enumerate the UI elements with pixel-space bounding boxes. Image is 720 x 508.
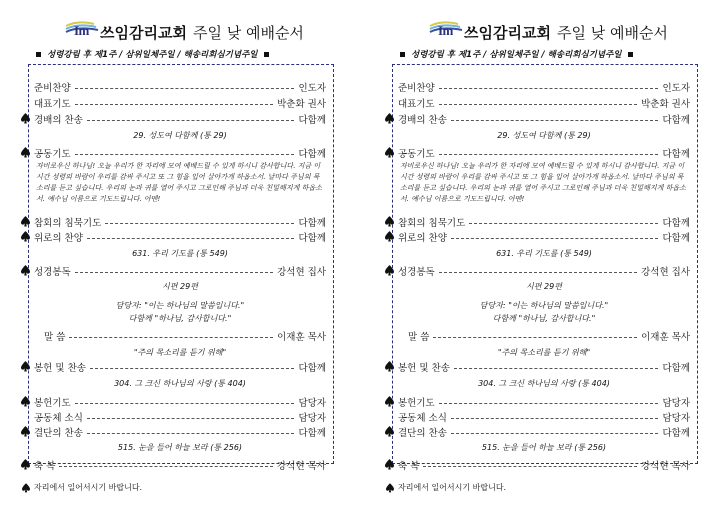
order-item: 공동기도 다함께: [398, 146, 690, 160]
hymn-line: 29. 성도여 다함께 (통 29): [497, 131, 591, 140]
order-item: 공동체 소식 담당자: [398, 413, 690, 424]
hymn-line: 515. 눈을 들어 하늘 보라 (통 256): [481, 443, 607, 452]
spade-icon: [22, 483, 30, 493]
order-item: 참회의 침묵기도 다함께: [398, 215, 690, 229]
spade-icon: [385, 361, 394, 372]
order-item: 참회의 침묵기도 다함께: [34, 215, 326, 229]
spade-icon: [21, 231, 30, 242]
service-title: 주일 낮 예배순서: [192, 24, 304, 42]
hymn-line: 304. 그 크신 하나님의 사랑 (통 404): [478, 379, 610, 388]
order-item: 봉헌 및 찬송 다함께: [34, 360, 326, 374]
order-item: 경배의 찬송 다함께: [398, 112, 690, 126]
order-item: 준비찬양 인도자: [398, 83, 690, 94]
spade-icon: [385, 231, 394, 242]
footer-note: 자리에서 일어서시기 바랍니다.: [386, 482, 506, 493]
spade-icon: [21, 216, 30, 227]
spade-icon: [385, 265, 394, 276]
logo-text: Im: [438, 23, 453, 38]
spade-icon: [386, 483, 394, 493]
order-item: 봉헌기도 담당자: [34, 395, 326, 409]
hymn-line: 631. 우리 기도를 (통 549): [496, 249, 592, 258]
spade-icon: [21, 147, 30, 158]
scripture-reference: 시편 29편: [162, 282, 198, 291]
order-item: 봉헌기도 담당자: [398, 395, 690, 409]
bulletin-header: [14, 8, 346, 46]
order-item: 말 씀 이재훈 목사: [408, 332, 690, 343]
order-item: 준비찬양 인도자: [34, 83, 326, 94]
spade-icon: [21, 265, 30, 276]
spade-icon: [21, 426, 30, 437]
spade-icon: [21, 113, 30, 124]
prayer-text: 자비로우신 하나님! 오늘 우리가 한 자리에 모여 예배드릴 수 있게 하시니 감사합니다. 지금 이 시간 성령의 바람이 우리를 감싸 주시고 또 그 힘을 입어 살아가게 하옵소서. 날마다 주님의 목소리를 듣고 싶습니다. 우리의 눈과 귀를 열어 주시고 그로인해 주님과 더욱 친밀해지게 하옵소서. 예수님 이름으로 기도드립니다. 아멘!: [400, 162, 686, 203]
hymn-line: 515. 눈을 들어 하늘 보라 (통 256): [117, 443, 243, 452]
hymn-line: 29. 성도여 다함께 (통 29): [133, 131, 227, 140]
bulletin-subtitle: [36, 48, 336, 62]
scripture-reference: 시편 29편: [526, 282, 562, 291]
order-item: 결단의 찬송 다함께: [398, 425, 690, 439]
subtitle-text: 성령강림 후 제1주 / 삼위일체주일 / 해송리회심기념주일: [411, 50, 622, 60]
response-line: 다함께 "하나님, 감사합니다.": [492, 314, 596, 323]
bulletin-title: [464, 22, 668, 43]
bulletin-panel-right: [378, 8, 710, 470]
order-item: 대표기도 박춘화 권사: [398, 99, 690, 110]
order-item: 공동기도 다함께: [34, 146, 326, 160]
church-name: 쓰임감리교회: [464, 24, 551, 42]
response-line: 다함께 "하나님, 감사합니다.": [128, 314, 232, 323]
order-item: 봉헌 및 찬송 다함께: [398, 360, 690, 374]
order-item: 대표기도 박춘화 권사: [34, 99, 326, 110]
spade-icon: [385, 113, 394, 124]
order-item: 경배의 찬송 다함께: [34, 112, 326, 126]
order-item: 축 복 강석현 목사: [398, 458, 690, 472]
logo-text: Im: [74, 23, 89, 38]
spade-icon: [385, 216, 394, 227]
spade-icon: [385, 396, 394, 407]
order-item: 위로의 찬양 다함께: [34, 230, 326, 244]
spade-icon: [385, 147, 394, 158]
bulletin-panel-left: [14, 8, 346, 470]
spade-icon: [21, 361, 30, 372]
order-item: 결단의 찬송 다함께: [34, 425, 326, 439]
order-item: 성경봉독 강석현 집사: [398, 264, 690, 278]
bulletin-header: [378, 8, 710, 46]
hymn-line: 304. 그 크신 하나님의 사랑 (통 404): [114, 379, 246, 388]
service-title: 주일 낮 예배순서: [556, 24, 668, 42]
sermon-title: "주의 목소리를 듣기 위해": [133, 348, 227, 357]
hymn-line: 631. 우리 기도를 (통 549): [132, 249, 228, 258]
order-item: 성경봉독 강석현 집사: [34, 264, 326, 278]
subtitle-text: 성령강림 후 제1주 / 삼위일체주일 / 해송리회심기념주일: [47, 50, 258, 60]
sermon-title: "주의 목소리를 듣기 위해": [497, 348, 591, 357]
spade-icon: [385, 426, 394, 437]
response-line: 담당자: "이는 하나님의 말씀입니다.": [479, 301, 609, 310]
spade-icon: [385, 459, 394, 470]
order-item: 축 복 강석현 목사: [34, 458, 326, 472]
order-item: 위로의 찬양 다함께: [398, 230, 690, 244]
response-line: 담당자: "이는 하나님의 말씀입니다.": [115, 301, 245, 310]
spade-icon: [21, 459, 30, 470]
bulletin-subtitle: [400, 48, 700, 62]
bulletin-title: [100, 22, 304, 43]
order-item: 말 씀 이재훈 목사: [44, 332, 326, 343]
prayer-text: 자비로우신 하나님! 오늘 우리가 한 자리에 모여 예배드릴 수 있게 하시니 감사합니다. 지금 이 시간 성령의 바람이 우리를 감싸 주시고 또 그 힘을 입어 살아가게 하옵소서. 날마다 주님의 목소리를 듣고 싶습니다. 우리의 눈과 귀를 열어 주시고 그로인해 주님과 더욱 친밀해지게 하옵소서. 예수님 이름으로 기도드립니다. 아멘!: [36, 162, 322, 203]
order-item: 공동체 소식 담당자: [34, 413, 326, 424]
church-name: 쓰임감리교회: [100, 24, 187, 42]
footer-note: 자리에서 일어서시기 바랍니다.: [22, 482, 142, 493]
spade-icon: [21, 396, 30, 407]
